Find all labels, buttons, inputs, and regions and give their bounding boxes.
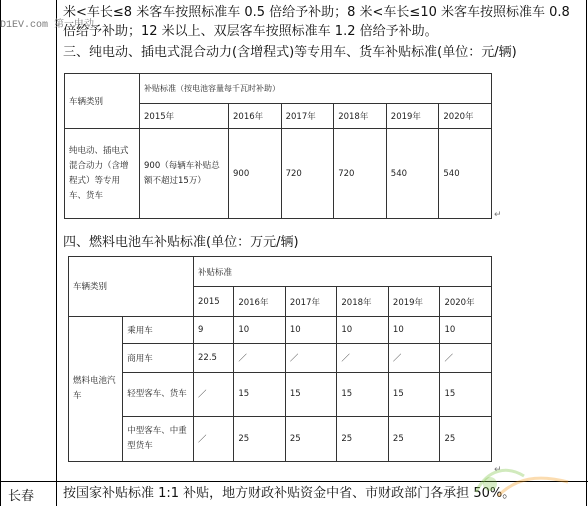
paragraph-mark-icon: ↵ [494,465,502,475]
table2-value: 15 [234,372,286,417]
table2-year: 2015 [194,287,234,316]
subsidy-table-specialty-vehicles [64,73,492,219]
table1-year: 2016年 [229,104,282,129]
table2-value: 22.5 [194,344,234,372]
table2-year: 2019年 [388,287,440,316]
table2-year: 2020年 [440,287,492,316]
outer-right-border [586,0,587,506]
table2-year: 2017年 [285,287,337,316]
table1-category: 纯电动、插电式混合动力（含增程式）等专用车、货车 [65,129,140,219]
table2-value: 10 [440,316,492,343]
table2-value: ／ [440,344,492,372]
section-3-title: 三、纯电动、插电式混合动力(含增程式)等专用车、货车补贴标准(单位：元/辆) [63,45,517,60]
table2-value: 25 [285,417,337,462]
table2-value: 15 [388,372,440,417]
table1-value: 900 [229,129,282,219]
table2-category: 燃料电池汽车 [69,316,123,461]
table2-year: 2018年 [337,287,389,316]
table2-value: 15 [337,372,389,417]
paragraph-mark-icon: ↵ [494,210,502,220]
outer-left-border [0,0,1,506]
watermark-text: D1EV.com 第一电动 [0,20,95,31]
table2-vehicle-type: 乘用车 [123,316,194,343]
table1-value: 540 [439,129,492,219]
table1-value: 900（每辆车补贴总额不超过15万） [140,129,229,219]
city-label: 长春 [8,489,35,504]
site-logo-icon [468,462,578,500]
table1-year: 2019年 [386,104,439,129]
city-subsidy-text: 按国家补贴标准 1:1 补贴，地方财政补贴资金中省、市财政部门各承担 50%。 [63,486,516,501]
table1-value: 720 [334,129,387,219]
paragraph-line-1: 米<车长≤8 米客车按照标准车 0.5 倍给予补助；8 米<车长≤10 米客车按照标准车 0.8 [63,5,570,20]
table2-value: 25 [234,417,286,462]
table2-header-category: 车辆类别 [69,257,194,317]
table2-value: 25 [337,417,389,462]
table2-value: ／ [194,417,234,462]
table2-value: ／ [285,344,337,372]
table2-value: 15 [440,372,492,417]
table2-value: 25 [440,417,492,462]
table2-value: 10 [388,316,440,343]
table2-vehicle-type: 中型客车、中重型货车 [123,417,194,462]
column-divider [56,0,57,506]
table1-header-category: 车辆类别 [65,74,140,129]
table1-year: 2015年 [140,104,229,129]
table1-year: 2018年 [334,104,387,129]
subsidy-table-fuel-cell [68,256,492,462]
section-4-title: 四、燃料电池车补贴标准(单位：万元/辆) [63,235,299,250]
table1-value: 540 [386,129,439,219]
table2-value: ／ [234,344,286,372]
table2-value: ／ [194,372,234,417]
table2-vehicle-type: 轻型客车、货车 [123,372,194,417]
table1-year: 2020年 [439,104,492,129]
table2-header-group: 补贴标准 [194,257,492,287]
table1-header-group: 补贴标准（按电池容量每千瓦时补助） [140,74,492,104]
table2-value: 10 [234,316,286,343]
table2-vehicle-type: 商用车 [123,344,194,372]
table2-value: 10 [337,316,389,343]
table2-year: 2016年 [234,287,286,316]
table2-value: ／ [388,344,440,372]
table1-value: 720 [281,129,334,219]
table2-value: 25 [388,417,440,462]
table2-value: 15 [285,372,337,417]
paragraph-line-2: 倍给予补助；12 米以上、双层客车按照标准车 1.2 倍给予补助。 [63,24,438,39]
table2-value: 10 [285,316,337,343]
table1-year: 2017年 [281,104,334,129]
table2-value: 9 [194,316,234,343]
table2-value: ／ [337,344,389,372]
